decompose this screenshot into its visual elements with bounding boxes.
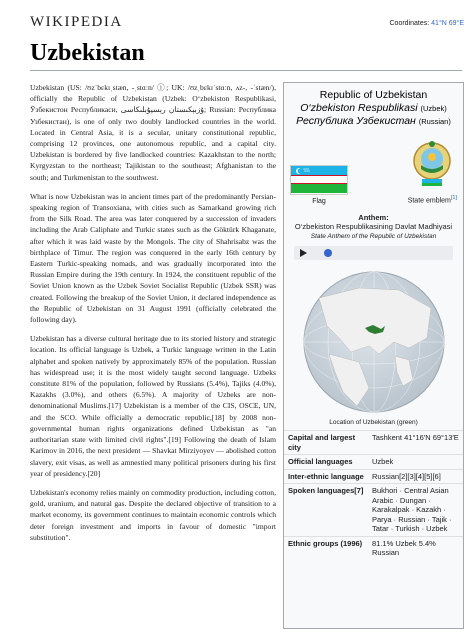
- map-caption: Location of Uzbekistan (green): [329, 419, 418, 426]
- infobox-key: Spoken languages[7]: [284, 484, 368, 537]
- anthem-audio-player[interactable]: [294, 246, 453, 260]
- play-icon[interactable]: [300, 249, 307, 257]
- crescent-icon: [295, 167, 311, 175]
- anthem-title[interactable]: O‘zbekiston Respublikasining Davlat Madhiyasi: [294, 222, 453, 231]
- infobox-table: [284, 430, 463, 560]
- seek-handle[interactable]: [324, 249, 332, 257]
- infobox-name-en: Republic of Uzbekistan: [319, 89, 428, 101]
- coordinates-value[interactable]: 41°N 69°E: [431, 20, 464, 27]
- infobox-value[interactable]: Russian[2][3][4][5][6]: [368, 469, 463, 484]
- emblem-ref[interactable]: [1]: [450, 195, 457, 202]
- flag-image[interactable]: [290, 165, 348, 195]
- emblem-figure[interactable]: [408, 139, 457, 204]
- location-map[interactable]: [299, 268, 449, 416]
- infobox-value[interactable]: Tashkent 41°16′N 69°13′E: [368, 431, 463, 455]
- infobox-name-ru-lang[interactable]: (Russian): [418, 117, 451, 126]
- anthem-section: [284, 205, 463, 244]
- coordinates-label: Coordinates:: [389, 20, 430, 27]
- title-divider: [30, 70, 462, 71]
- infobox-value[interactable]: Uzbek: [368, 455, 463, 470]
- infobox-row-official-languages: [284, 455, 463, 470]
- flag-emblem-row: [284, 133, 463, 205]
- emblem-caption[interactable]: [408, 195, 457, 204]
- emblem-caption-text[interactable]: State emblem: [407, 197, 451, 205]
- infobox-header: [284, 83, 463, 133]
- infobox-key: Capital and largest city: [284, 431, 368, 455]
- infobox-key: Inter-ethnic language: [284, 469, 368, 484]
- infobox-row-capital: [284, 431, 463, 455]
- state-emblem-icon[interactable]: [410, 139, 454, 187]
- flag-figure[interactable]: [290, 165, 348, 205]
- page-title: Uzbekistan: [30, 40, 145, 66]
- infobox-name-uz-lang[interactable]: (Uzbek): [420, 103, 447, 113]
- infobox-row-ethnic-groups: [284, 536, 463, 560]
- coordinates: [390, 20, 465, 27]
- intro-paragraph-3: Uzbekistan has a diverse cultural heritage due to its storied history and strategic location. Its official language is Uzbek, a Turkic language written in the Latin alphabet and spoken natively by approximately 85% of the population. Russian has widespread use; it is the most widely taught second language. Uzbeks constitute 81% of the population, followed by Russians (5.4%), Tajiks (4.0%), Kazakhs (3.0%), and others (6.5%). A majority of Uzbeks are non-denominational Muslims.[17] Uzbekistan is a member of the CIS, OSCE, UN, and the SCO. While officially a democratic republic,[18] by 2008 non-governmental human rights organizations defined Uzbekistan as "an authoritarian state with limited civil rights".[19] Following the death of Islam Karimov in 2016, the next president — Shavkat Mirziyoyev — abolished cotton slavery, exit visas, as well as amnestied many political prisoners during his first year of presidency.[20]: [30, 334, 276, 478]
- infobox-name-uz: O‘zbekiston Respublikasi: [300, 101, 418, 114]
- article-body: [30, 82, 276, 551]
- infobox-value[interactable]: 81.1% Uzbek 5.4% Russian: [368, 536, 463, 560]
- flag-caption[interactable]: Flag: [312, 197, 326, 205]
- intro-paragraph-2: What is now Uzbekistan was in ancient times part of the predominantly Persian-speaking region of Transoxiana, with cities such as Samarkand growing rich from the Silk Road. The area was later conquered by a succession of invaders including the Arab Caliphate and Turkic states such as the Göktürk Khaganate, after which it was laid waste by the Mongols. The city of Shahrisabz was the birthplace of Timur. The region was conquered in the early 16th century by Eastern Turkic-speaking nomads, and was gradually incorporated into the Russian Empire during the 19th century. In 1924, the constituent republic of the Soviet Union known as the Uzbek Soviet Socialist Republic (Uzbek SSR) was created. Following the breakup of the Soviet Union, it declared independence as the Republic of Uzbekistan on 31 August 1991 (officially celebrated the following day).: [30, 191, 276, 325]
- infobox-value[interactable]: Bukhori · Central Asian Arabic · Dungan · Karakalpak · Kazakh · Parya · Russian · Tajik · Tatar · Turkish · Uzbek: [368, 484, 463, 537]
- infobox-key[interactable]: Ethnic groups (1996): [284, 536, 368, 560]
- infobox-row-inter-ethnic-language: [284, 469, 463, 484]
- infobox: [283, 82, 464, 629]
- anthem-subtitle: State Anthem of the Republic of Uzbekistan: [310, 232, 437, 240]
- infobox-key[interactable]: Official languages: [284, 455, 368, 470]
- wikipedia-logo[interactable]: WIKIPEDIA: [30, 14, 123, 30]
- infobox-row-spoken-languages: [284, 484, 463, 537]
- infobox-name-ru: Республика Узбекистан: [296, 115, 416, 127]
- intro-paragraph-4: Uzbekistan's economy relies mainly on commodity production, including cotton, gold, uranium, and natural gas. Despite the declared objective of transition to a market economy, its government continues to maintain economic controls which deter foreign investment and imports in favour of domestic "import substitution".: [30, 487, 276, 542]
- anthem-label: Anthem:: [358, 212, 389, 222]
- intro-paragraph-1: Uzbekistan (US: /ʊzˈbɛkɪˌstæn, -ˌstɑːn/ ⓘ; UK: /ʊzˌbɛkɪˈstɑːn, ʌz-, -ˈstæn/), officially the Republic of Uzbekistan (Uzbek: O‘zbekiston Respublikasi, Ўзбекистон Республикаси, ۇزبېكىستان رېسپۇبلىكاسى; Russian: Республика Узбекистан), is one of only two doubly landlocked countries in the world. Located in Central Asia, it is a secular, unitary constitutional republic, comprising 12 provinces, one autonomous republic, and a capital city. Uzbekistan is bordered by five landlocked countries: Kazakhstan to the north; Kyrgyzstan to the northeast; Tajikistan to the southeast; Afghanistan to the south; and Turkmenistan to the southwest.: [30, 83, 276, 182]
